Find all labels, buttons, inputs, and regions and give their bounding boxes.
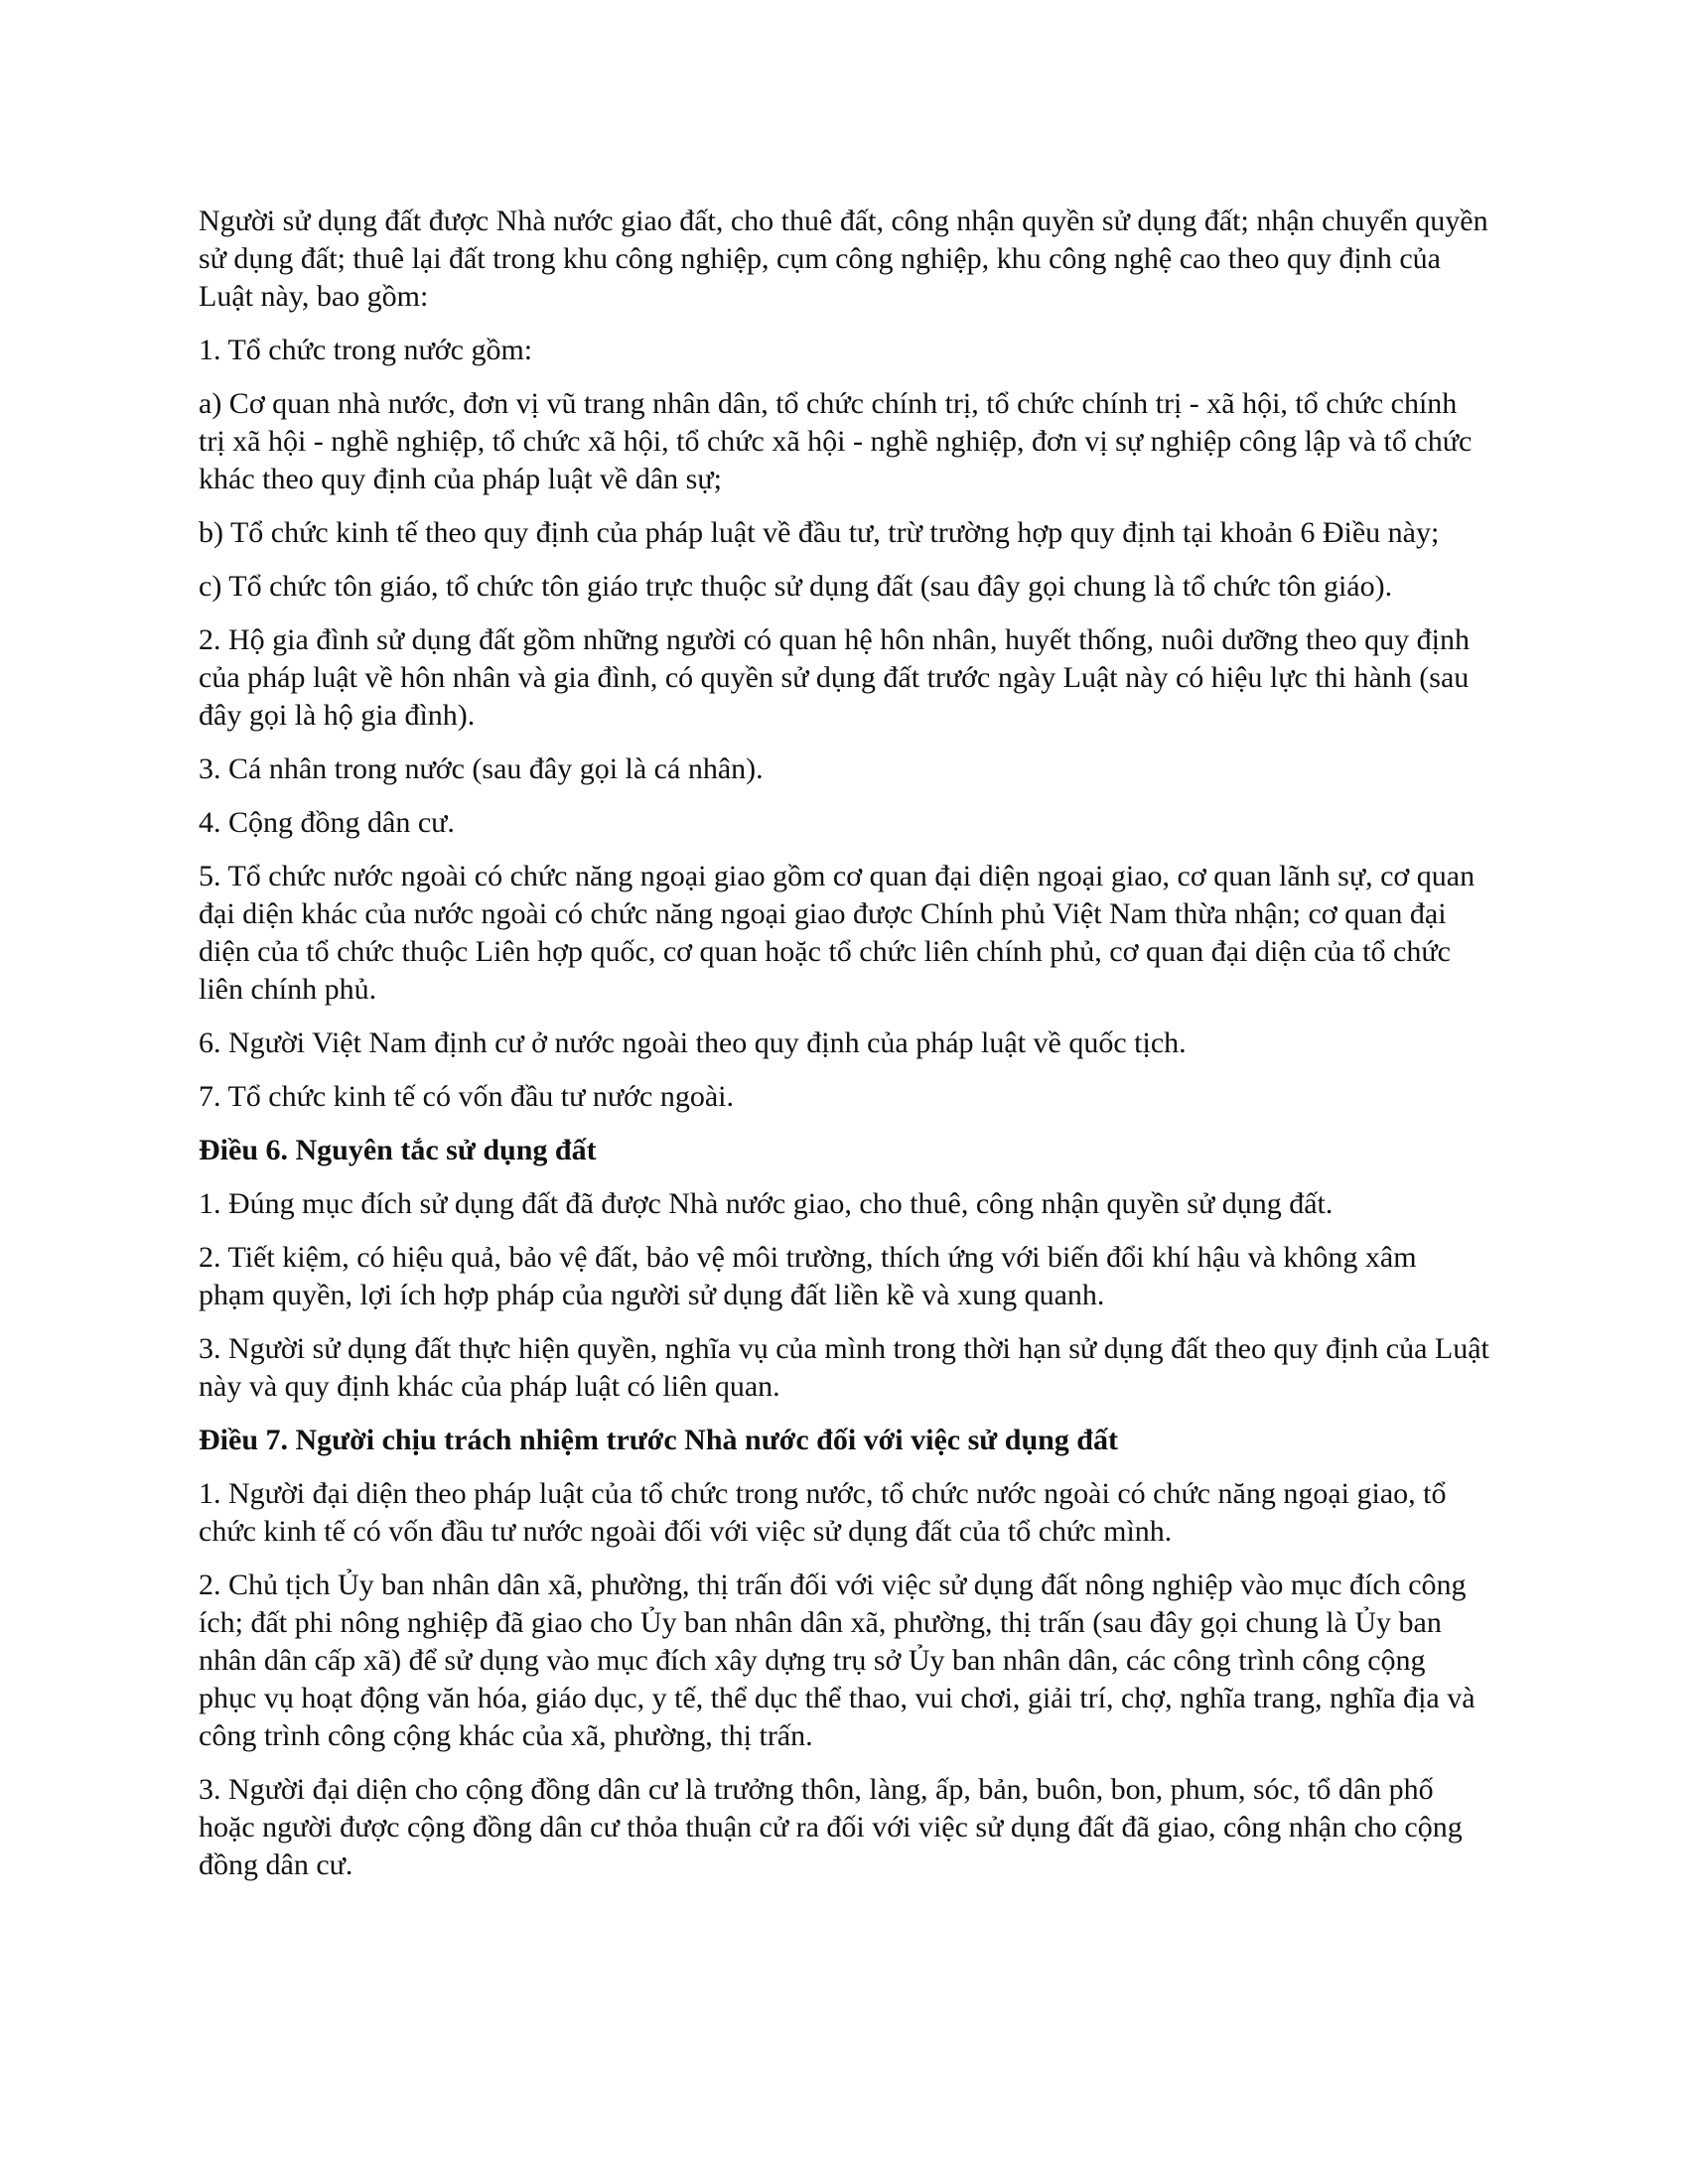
clause-3: 3. Cá nhân trong nước (sau đây gọi là cá nhân).	[199, 752, 764, 785]
clause-2: 2. Hộ gia đình sử dụng đất gồm những người có quan hệ hôn nhân, huyết thống, nuôi dưỡng theo quy định của pháp luật về hôn nhân và gia đình, có quyền sử dụng đất trước ngày Luật này có hiệu lực thi hành (sau đây gọi là hộ gia đình).	[199, 623, 1470, 732]
article-6-clause-2: 2. Tiết kiệm, có hiệu quả, bảo vệ đất, bảo vệ môi trường, thích ứng với biến đổi khí hậu và không xâm phạm quyền, lợi ích hợp pháp của người sử dụng đất liền kề và xung quanh.	[199, 1241, 1417, 1311]
clause-1b: b) Tổ chức kinh tế theo quy định của pháp luật về đầu tư, trừ trường hợp quy định tại khoản 6 Điều này;	[199, 516, 1440, 549]
article-6-heading: Điều 6. Nguyên tắc sử dụng đất	[199, 1134, 597, 1166]
article-7-clause-3: 3. Người đại diện cho cộng đồng dân cư là trưởng thôn, làng, ấp, bản, buôn, bon, phum, sóc, tổ dân phố hoặc người được cộng đồng dân cư thỏa thuận cử ra đối với việc sử dụng đất đã giao, công nhận cho cộng đồng dân cư.	[199, 1773, 1463, 1881]
clause-1a: a) Cơ quan nhà nước, đơn vị vũ trang nhân dân, tổ chức chính trị, tổ chức chính trị - xã hội, tổ chức chính trị xã hội - nghề nghiệp, tổ chức xã hội, tổ chức xã hội - nghề nghiệp, đơn vị sự nghiệp công lập và tổ chức khác theo quy định của pháp luật về dân sự;	[199, 387, 1473, 495]
clause-4: 4. Cộng đồng dân cư.	[199, 806, 455, 839]
clause-6: 6. Người Việt Nam định cư ở nước ngoài theo quy định của pháp luật về quốc tịch.	[199, 1026, 1187, 1059]
article-6-clause-3: 3. Người sử dụng đất thực hiện quyền, nghĩa vụ của mình trong thời hạn sử dụng đất theo quy định của Luật này và quy định khác của pháp luật có liên quan.	[199, 1332, 1489, 1403]
clause-7: 7. Tổ chức kinh tế có vốn đầu tư nước ngoài.	[199, 1080, 734, 1113]
clause-5: 5. Tổ chức nước ngoài có chức năng ngoại giao gồm cơ quan đại diện ngoại giao, cơ quan lãnh sự, cơ quan đại diện khác của nước ngoài có chức năng ngoại giao được Chính phủ Việt Nam thừa nhận; cơ quan đại diện của tổ chức thuộc Liên hợp quốc, cơ quan hoặc tổ chức liên chính phủ, cơ quan đại diện của tổ chức liên chính phủ.	[199, 860, 1476, 1006]
clause-1c: c) Tổ chức tôn giáo, tổ chức tôn giáo trực thuộc sử dụng đất (sau đây gọi chung là tổ chức tôn giáo).	[199, 570, 1393, 603]
article-6-clause-1: 1. Đúng mục đích sử dụng đất đã được Nhà nước giao, cho thuê, công nhận quyền sử dụng đất.	[199, 1187, 1334, 1220]
article-7-clause-1: 1. Người đại diện theo pháp luật của tổ chức trong nước, tổ chức nước ngoài có chức năng ngoại giao, tổ chức kinh tế có vốn đầu tư nước ngoài đối với việc sử dụng đất của tổ chức mình.	[199, 1477, 1447, 1548]
article-7-heading: Điều 7. Người chịu trách nhiệm trước Nhà nước đối với việc sử dụng đất	[199, 1424, 1118, 1456]
document-page	[199, 203, 1489, 1900]
article-7-clause-2: 2. Chủ tịch Ủy ban nhân dân xã, phường, thị trấn đối với việc sử dụng đất nông nghiệp vào mục đích công ích; đất phi nông nghiệp đã giao cho Ủy ban nhân dân xã, phường, thị trấn (sau đây gọi chung là Ủy ban nhân dân cấp xã) để sử dụng vào mục đích xây dựng trụ sở Ủy ban nhân dân, các công trình công cộng phục vụ hoạt động văn hóa, giáo dục, y tế, thể dục thể thao, vui chơi, giải trí, chợ, nghĩa trang, nghĩa địa và công trình công cộng khác của xã, phường, thị trấn.	[199, 1569, 1476, 1752]
intro-paragraph: Người sử dụng đất được Nhà nước giao đất, cho thuê đất, công nhận quyền sử dụng đất; nhận chuyển quyền sử dụng đất; thuê lại đất trong khu công nghiệp, cụm công nghiệp, khu công nghệ cao theo quy định của Luật này, bao gồm:	[199, 205, 1488, 313]
clause-1: 1. Tổ chức trong nước gồm:	[199, 334, 533, 366]
